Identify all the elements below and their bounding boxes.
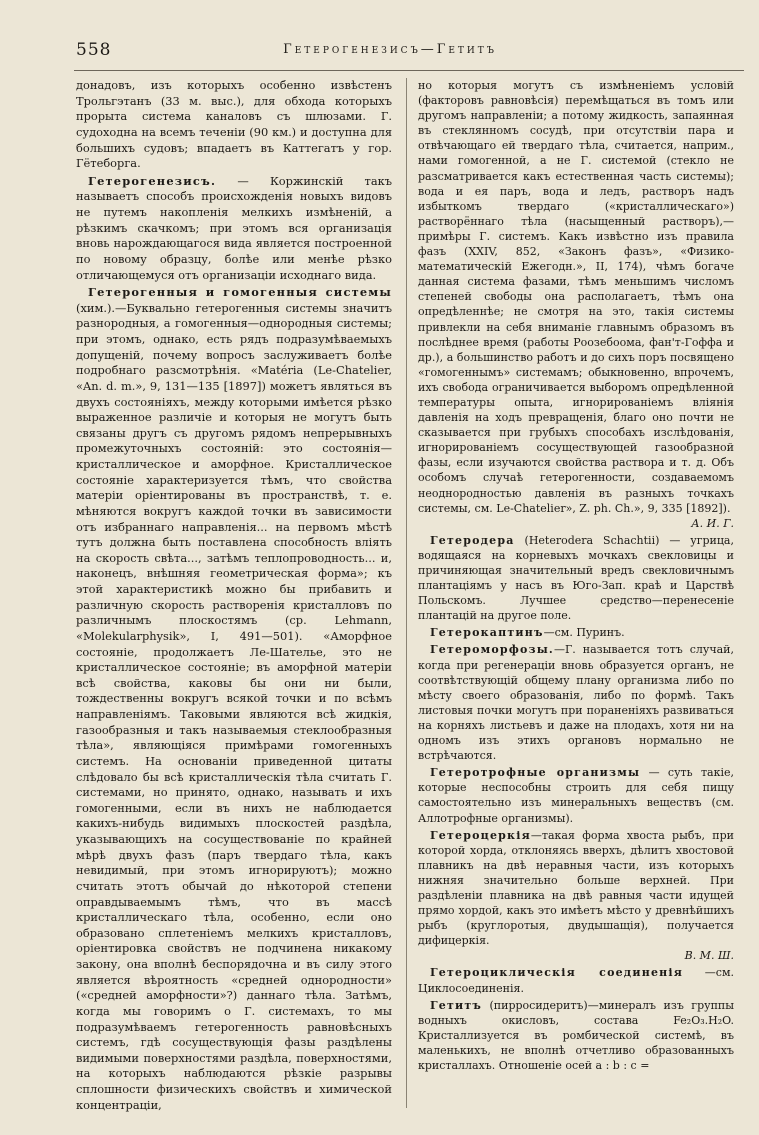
dictionary-entry	[418, 965, 734, 995]
entry-text: донадовъ, изъ которыхъ особенно извѣстенъ Трольгэтанъ (33 м. выс.), для обхода которыхъ прорыта система каналовъ съ шлюзами. Г. судоходна на всемъ теченіи (90 км.) и доступна для большихъ судовъ; впадаетъ въ Каттегатъ у гор. Гётеборга.	[76, 78, 392, 171]
dictionary-entry	[418, 998, 734, 1073]
page-header	[60, 40, 720, 64]
entry-text: — суть такіе, которые неспособны строить для себя пищу самостоятельно изъ минеральныхъ веществъ (см. Аллотрофные организмы).	[418, 766, 734, 825]
left-column	[76, 78, 392, 1115]
entry-text: —такая форма хвоста рыбъ, при которой хорда, отклоняясь вверхъ, дѣлитъ хвостовой плавникъ на двѣ неравныя части, изъ которыхъ нижняя значительно больше верхней. При раздѣленіи плавника на двѣ равныя части идущей прямо хордой, какъ это имѣетъ мѣсто у древнѣйшихъ рыбъ (круглоротыя, двудышащія), получается дифицеркія.	[418, 828, 734, 948]
entry-text: (пирросидеритъ)—минералъ изъ группы водныхъ окисловъ, состава Fe₂O₃.H₂O. Кристаллизуется въ ромбической системѣ, въ маленькихъ, не вполнѣ отчетливо образованныхъ кристаллахъ. Отношеніе осей a : b : c =	[418, 998, 734, 1072]
entry-headword: Гетероморфозы.	[430, 643, 554, 657]
author-signature: А. И. Г.	[691, 516, 734, 530]
page-number: 558	[76, 40, 112, 60]
dictionary-entry	[76, 78, 392, 172]
entry-text: —см. Пуринъ.	[543, 626, 625, 640]
entry-headword: Гетерогенезисъ.	[88, 173, 217, 188]
dictionary-entry	[418, 642, 734, 763]
running-title: Гетерогенезисъ—Гетитъ	[283, 42, 497, 57]
entry-text: но которыя могутъ съ измѣненіемъ условій (факторовъ равновѣсія) перемѣщаться въ томъ или другомъ направленіи; а потому жидкость, запаянная въ стеклянномъ сосудѣ, при отсутствіи пара и отвѣчающаго ей твердаго тѣла, считается, наприм., нами гомогенной, а не Г. системой (стекло не разсматривается какъ естественная часть системы); вода и ея паръ, вода и ледъ, растворъ надъ избыткомъ твердаго («кристаллическаго») растворённаго тѣла (насыщенный растворъ),—примѣры Г. системъ. Какъ извѣстно изъ правила фазъ (XXIV, 852, «Законъ фазъ», «Физико-математическій Ежегодн.», II, 174), чѣмъ богаче данная система фазами, тѣмъ меньшимъ числомъ степеней свободы она располагаетъ, тѣмъ она опредѣленнѣе; не смотря на это, такія системы привлекли на себя вниманіе главнымъ образомъ въ послѣднее время (работы Роозебоома, фан'т-Гоффа и др.), а большинство работъ и до сихъ поръ посвящено «гомогеннымъ» системамъ; обыкновенно, впрочемъ, ихъ свобода ограничивается выборомъ опредѣленной температуры опыта, игнорированіемъ вліянія давленія на ходъ превращенія, благо оно почти не сказывается при грубыхъ способахъ изслѣдованія, игнорированіемъ сосуществующей газообразной фазы, если изучаются свойства раствора и т. д. Объ особомъ случаѣ гетерогенности, создаваемомъ неоднородностью давленія въ разныхъ точкахъ системы, см. Le-Chatelier», Z. ph. Ch.», 9, 335 [1892]).	[418, 79, 734, 515]
dictionary-entry	[76, 174, 392, 283]
dictionary-entry	[418, 533, 734, 624]
dictionary-entry	[76, 285, 392, 1113]
entry-text: —см. Циклосоединенія.	[418, 966, 734, 995]
dictionary-entry	[418, 765, 734, 825]
entry-headword: Гетеротрофные организмы	[430, 766, 641, 780]
entry-text: (хим.).—Буквально гетерогенныя системы значитъ разнородныя, а гомогенныя—однородныя системы; при этомъ, однако, есть рядъ подразумѣваемыхъ допущеній, почему вопросъ заслуживаетъ болѣе подробнаго разсмотрѣнія. «Matéria (Le-Chatelier, «An. d. m.», 9, 131—135 [1897]) можетъ являться въ двухъ состояніяхъ, между которыми имѣется рѣзко выраженное различіе и которыя не могутъ быть связаны другъ съ другомъ рядомъ непрерывныхъ промежуточныхъ состояній: это состоянія—кристаллическое и аморфное. Кристаллическое состояніе характеризуется тѣмъ, что свойства матеріи оріентированы въ пространствѣ, т. е. мѣняются вокругъ каждой точки въ зависимости отъ избраннаго направленія... на первомъ мѣстѣ тутъ должна быть поставлена способность вліять на скорость свѣта..., затѣмъ теплопроводность... и, наконецъ, внѣшняя геометрическая форма»; къ этой характеристикѣ можно бы прибавить и различную скорость растворенія кристалловъ по различнымъ плоскостямъ (ср. Lehmann, «Molekularphysik», I, 491—501). «Аморфное состояніе, продолжаетъ Ле-Шателье, это не кристаллическое состояніе; въ аморфной матеріи всѣ свойства, каковы бы они ни были, тождественны вокругъ всякой точки и по всѣмъ направленіямъ. Таковыми являются всѣ жидкія, газообразныя и такъ называемыя стеклообразныя тѣла», являющіяся примѣрами гомогенныхъ системъ. На основаніи приведенной цитаты слѣдовало бы всѣ кристаллическія тѣла считать Г. системами, но принято, однако, называть и ихъ гомогенными, если въ нихъ не наблюдается какихъ-нибудь видимыхъ плоскостей раздѣла, указывающихъ на сосуществованіе по крайней мѣрѣ двухъ фазъ (паръ твердаго тѣла, какъ невидимый, при этомъ игнорируютъ); можно считать этотъ обычай до нѣкоторой степени оправдываемымъ тѣмъ, что въ массѣ кристаллическаго тѣла, особенно, если оно образовано сплетеніемъ мелкихъ кристалловъ, оріентировка свойствъ не подчинена никакому закону, она вполнѣ беспорядочна и въ силу этого является вѣроятность «средней однородности» («средней аморфности»?) даннаго тѣла. Затѣмъ, когда мы говоримъ о Г. системахъ, то мы подразумѣваемъ гетерогенность равновѣсныхъ системъ, гдѣ сосуществующія фазы раздѣлены видимыми поверхностями раздѣла, поверхностями, на которыхъ наблюдаются рѣзкіе разрывы сплошности физическихъ свойствъ и химической концентраціи,	[76, 300, 392, 1112]
entry-text: — Коржинскій такъ называетъ способъ происхожденія новыхъ видовъ не путемъ накопленія мелкихъ измѣненій, а рѣзкимъ скачкомъ; при этомъ вся организація вновь нарождающагося вида является построенной по новому образцу, болѣе или менѣе рѣзко отличающемуся отъ организаціи исходнаго вида.	[76, 173, 392, 282]
right-column	[418, 78, 734, 1075]
entry-text: (Heterodera Schachtii) — угрица, водящаяся на корневыхъ мочкахъ свекловицы и причиняющая значительный вредъ свекловичнымъ плантаціямъ у насъ въ Юго-Зап. краѣ и Царствѣ Польскомъ. Лучшее средство—перенесеніе плантацій на другое поле.	[418, 533, 734, 623]
entry-text: —Г. называется тотъ случай, когда при регенераціи вновь образуется органъ, не соотвѣтствующій общему плану организма либо по мѣсту своего образованія, либо по формѣ. Такъ листовыя почки могутъ при пораненіяхъ развиваться на корняхъ листьевъ и даже на плодахъ, хотя ни на одномъ изъ этихъ органовъ нормально не встрѣчаются.	[418, 643, 734, 763]
entry-headword: Гетитъ	[430, 998, 483, 1012]
column-divider	[406, 78, 407, 1108]
dictionary-entry	[418, 78, 734, 531]
dictionary-entry	[418, 625, 734, 640]
entry-headword: Гетеродера	[430, 533, 515, 547]
entry-headword: Гетероциклическія соединенія	[430, 966, 684, 980]
author-signature: В. М. Ш.	[684, 949, 734, 963]
entry-headword: Гетероцеркія	[430, 828, 531, 842]
header-rule	[74, 70, 744, 71]
entry-headword: Гетерокаптинъ	[430, 626, 544, 640]
entry-headword: Гетерогенныя и гомогенныя системы	[88, 285, 392, 300]
dictionary-entry	[418, 828, 734, 964]
